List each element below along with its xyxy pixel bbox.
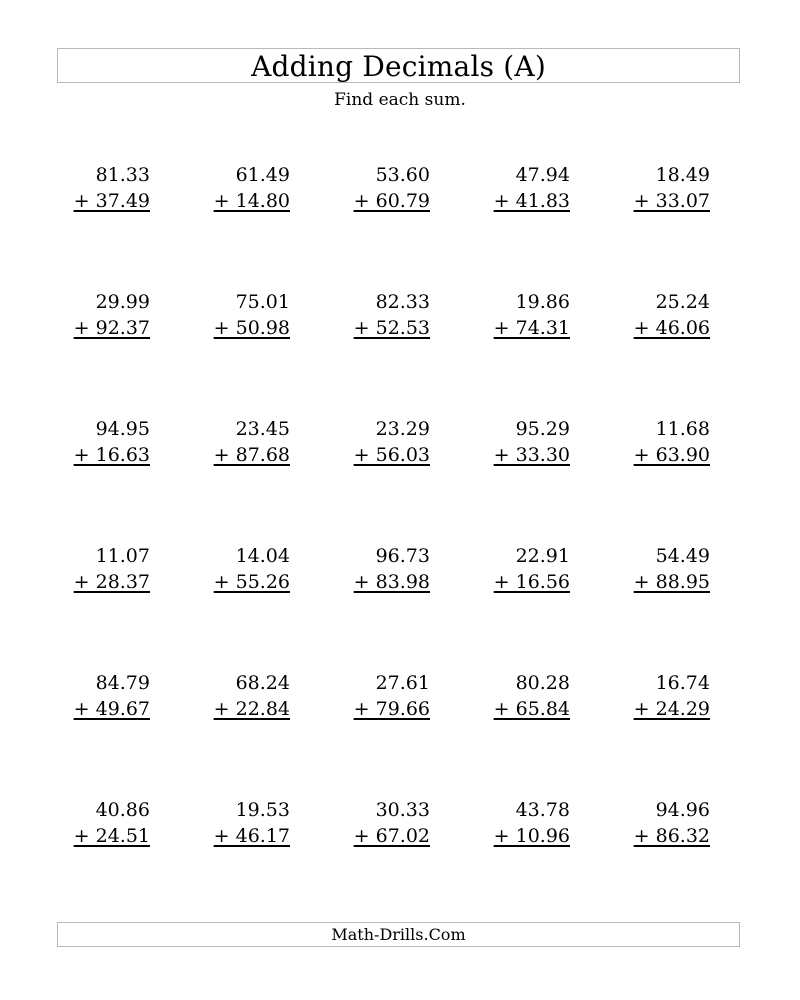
addition-problem <box>480 162 570 289</box>
addition-problem <box>480 416 570 543</box>
footer-box <box>57 922 740 947</box>
addition-problem <box>340 162 430 289</box>
bottom-addend: + 74.31 <box>493 317 570 339</box>
bottom-addend: + 22.84 <box>213 698 290 720</box>
addition-problem <box>620 543 710 670</box>
addition-problem <box>200 289 290 416</box>
bottom-addend: + 49.67 <box>73 698 150 720</box>
top-addend: 19.53 <box>235 799 290 821</box>
top-addend: 68.24 <box>235 672 290 694</box>
bottom-addend: + 67.02 <box>353 825 430 847</box>
addition-problem <box>620 797 710 924</box>
addition-problem <box>340 289 430 416</box>
addition-problem <box>200 162 290 289</box>
top-addend: 95.29 <box>515 418 570 440</box>
top-addend: 61.49 <box>235 164 290 186</box>
bottom-addend: + 92.37 <box>73 317 150 339</box>
bottom-addend: + 33.07 <box>633 190 710 212</box>
top-addend: 19.86 <box>515 291 570 313</box>
top-addend: 53.60 <box>375 164 430 186</box>
bottom-addend: + 79.66 <box>353 698 430 720</box>
title-box <box>57 48 740 83</box>
top-addend: 75.01 <box>235 291 290 313</box>
addition-problem <box>200 797 290 924</box>
top-addend: 11.68 <box>655 418 710 440</box>
footer-text: Math-Drills.Com <box>331 925 466 944</box>
addition-problem <box>480 670 570 797</box>
top-addend: 22.91 <box>515 545 570 567</box>
top-addend: 94.96 <box>655 799 710 821</box>
addition-problem <box>200 416 290 543</box>
top-addend: 30.33 <box>375 799 430 821</box>
top-addend: 54.49 <box>655 545 710 567</box>
top-addend: 80.28 <box>515 672 570 694</box>
addition-problem <box>620 416 710 543</box>
top-addend: 43.78 <box>515 799 570 821</box>
top-addend: 23.29 <box>375 418 430 440</box>
addition-problem <box>620 289 710 416</box>
bottom-addend: + 41.83 <box>493 190 570 212</box>
bottom-addend: + 65.84 <box>493 698 570 720</box>
top-addend: 27.61 <box>375 672 430 694</box>
top-addend: 14.04 <box>235 545 290 567</box>
problems-grid <box>60 162 760 924</box>
bottom-addend: + 63.90 <box>633 444 710 466</box>
bottom-addend: + 10.96 <box>493 825 570 847</box>
bottom-addend: + 52.53 <box>353 317 430 339</box>
top-addend: 25.24 <box>655 291 710 313</box>
instructions: Find each sum. <box>334 90 466 110</box>
addition-problem <box>60 797 150 924</box>
top-addend: 40.86 <box>95 799 150 821</box>
bottom-addend: + 14.80 <box>213 190 290 212</box>
bottom-addend: + 56.03 <box>353 444 430 466</box>
bottom-addend: + 37.49 <box>73 190 150 212</box>
bottom-addend: + 33.30 <box>493 444 570 466</box>
addition-problem <box>480 543 570 670</box>
addition-problem <box>340 543 430 670</box>
bottom-addend: + 55.26 <box>213 571 290 593</box>
bottom-addend: + 60.79 <box>353 190 430 212</box>
addition-problem <box>60 670 150 797</box>
worksheet-title: Adding Decimals (A) <box>251 49 546 83</box>
bottom-addend: + 88.95 <box>633 571 710 593</box>
top-addend: 94.95 <box>95 418 150 440</box>
bottom-addend: + 46.17 <box>213 825 290 847</box>
addition-problem <box>620 670 710 797</box>
bottom-addend: + 28.37 <box>73 571 150 593</box>
bottom-addend: + 46.06 <box>633 317 710 339</box>
addition-problem <box>480 797 570 924</box>
bottom-addend: + 83.98 <box>353 571 430 593</box>
addition-problem <box>60 289 150 416</box>
addition-problem <box>200 543 290 670</box>
addition-problem <box>340 416 430 543</box>
addition-problem <box>60 416 150 543</box>
bottom-addend: + 24.51 <box>73 825 150 847</box>
top-addend: 18.49 <box>655 164 710 186</box>
bottom-addend: + 16.63 <box>73 444 150 466</box>
top-addend: 16.74 <box>655 672 710 694</box>
addition-problem <box>340 670 430 797</box>
top-addend: 11.07 <box>95 545 150 567</box>
bottom-addend: + 16.56 <box>493 571 570 593</box>
top-addend: 29.99 <box>95 291 150 313</box>
top-addend: 47.94 <box>515 164 570 186</box>
top-addend: 81.33 <box>95 164 150 186</box>
addition-problem <box>200 670 290 797</box>
addition-problem <box>60 162 150 289</box>
bottom-addend: + 24.29 <box>633 698 710 720</box>
bottom-addend: + 50.98 <box>213 317 290 339</box>
top-addend: 23.45 <box>235 418 290 440</box>
top-addend: 82.33 <box>375 291 430 313</box>
bottom-addend: + 87.68 <box>213 444 290 466</box>
addition-problem <box>60 543 150 670</box>
addition-problem <box>620 162 710 289</box>
addition-problem <box>340 797 430 924</box>
top-addend: 96.73 <box>375 545 430 567</box>
addition-problem <box>480 289 570 416</box>
bottom-addend: + 86.32 <box>633 825 710 847</box>
top-addend: 84.79 <box>95 672 150 694</box>
